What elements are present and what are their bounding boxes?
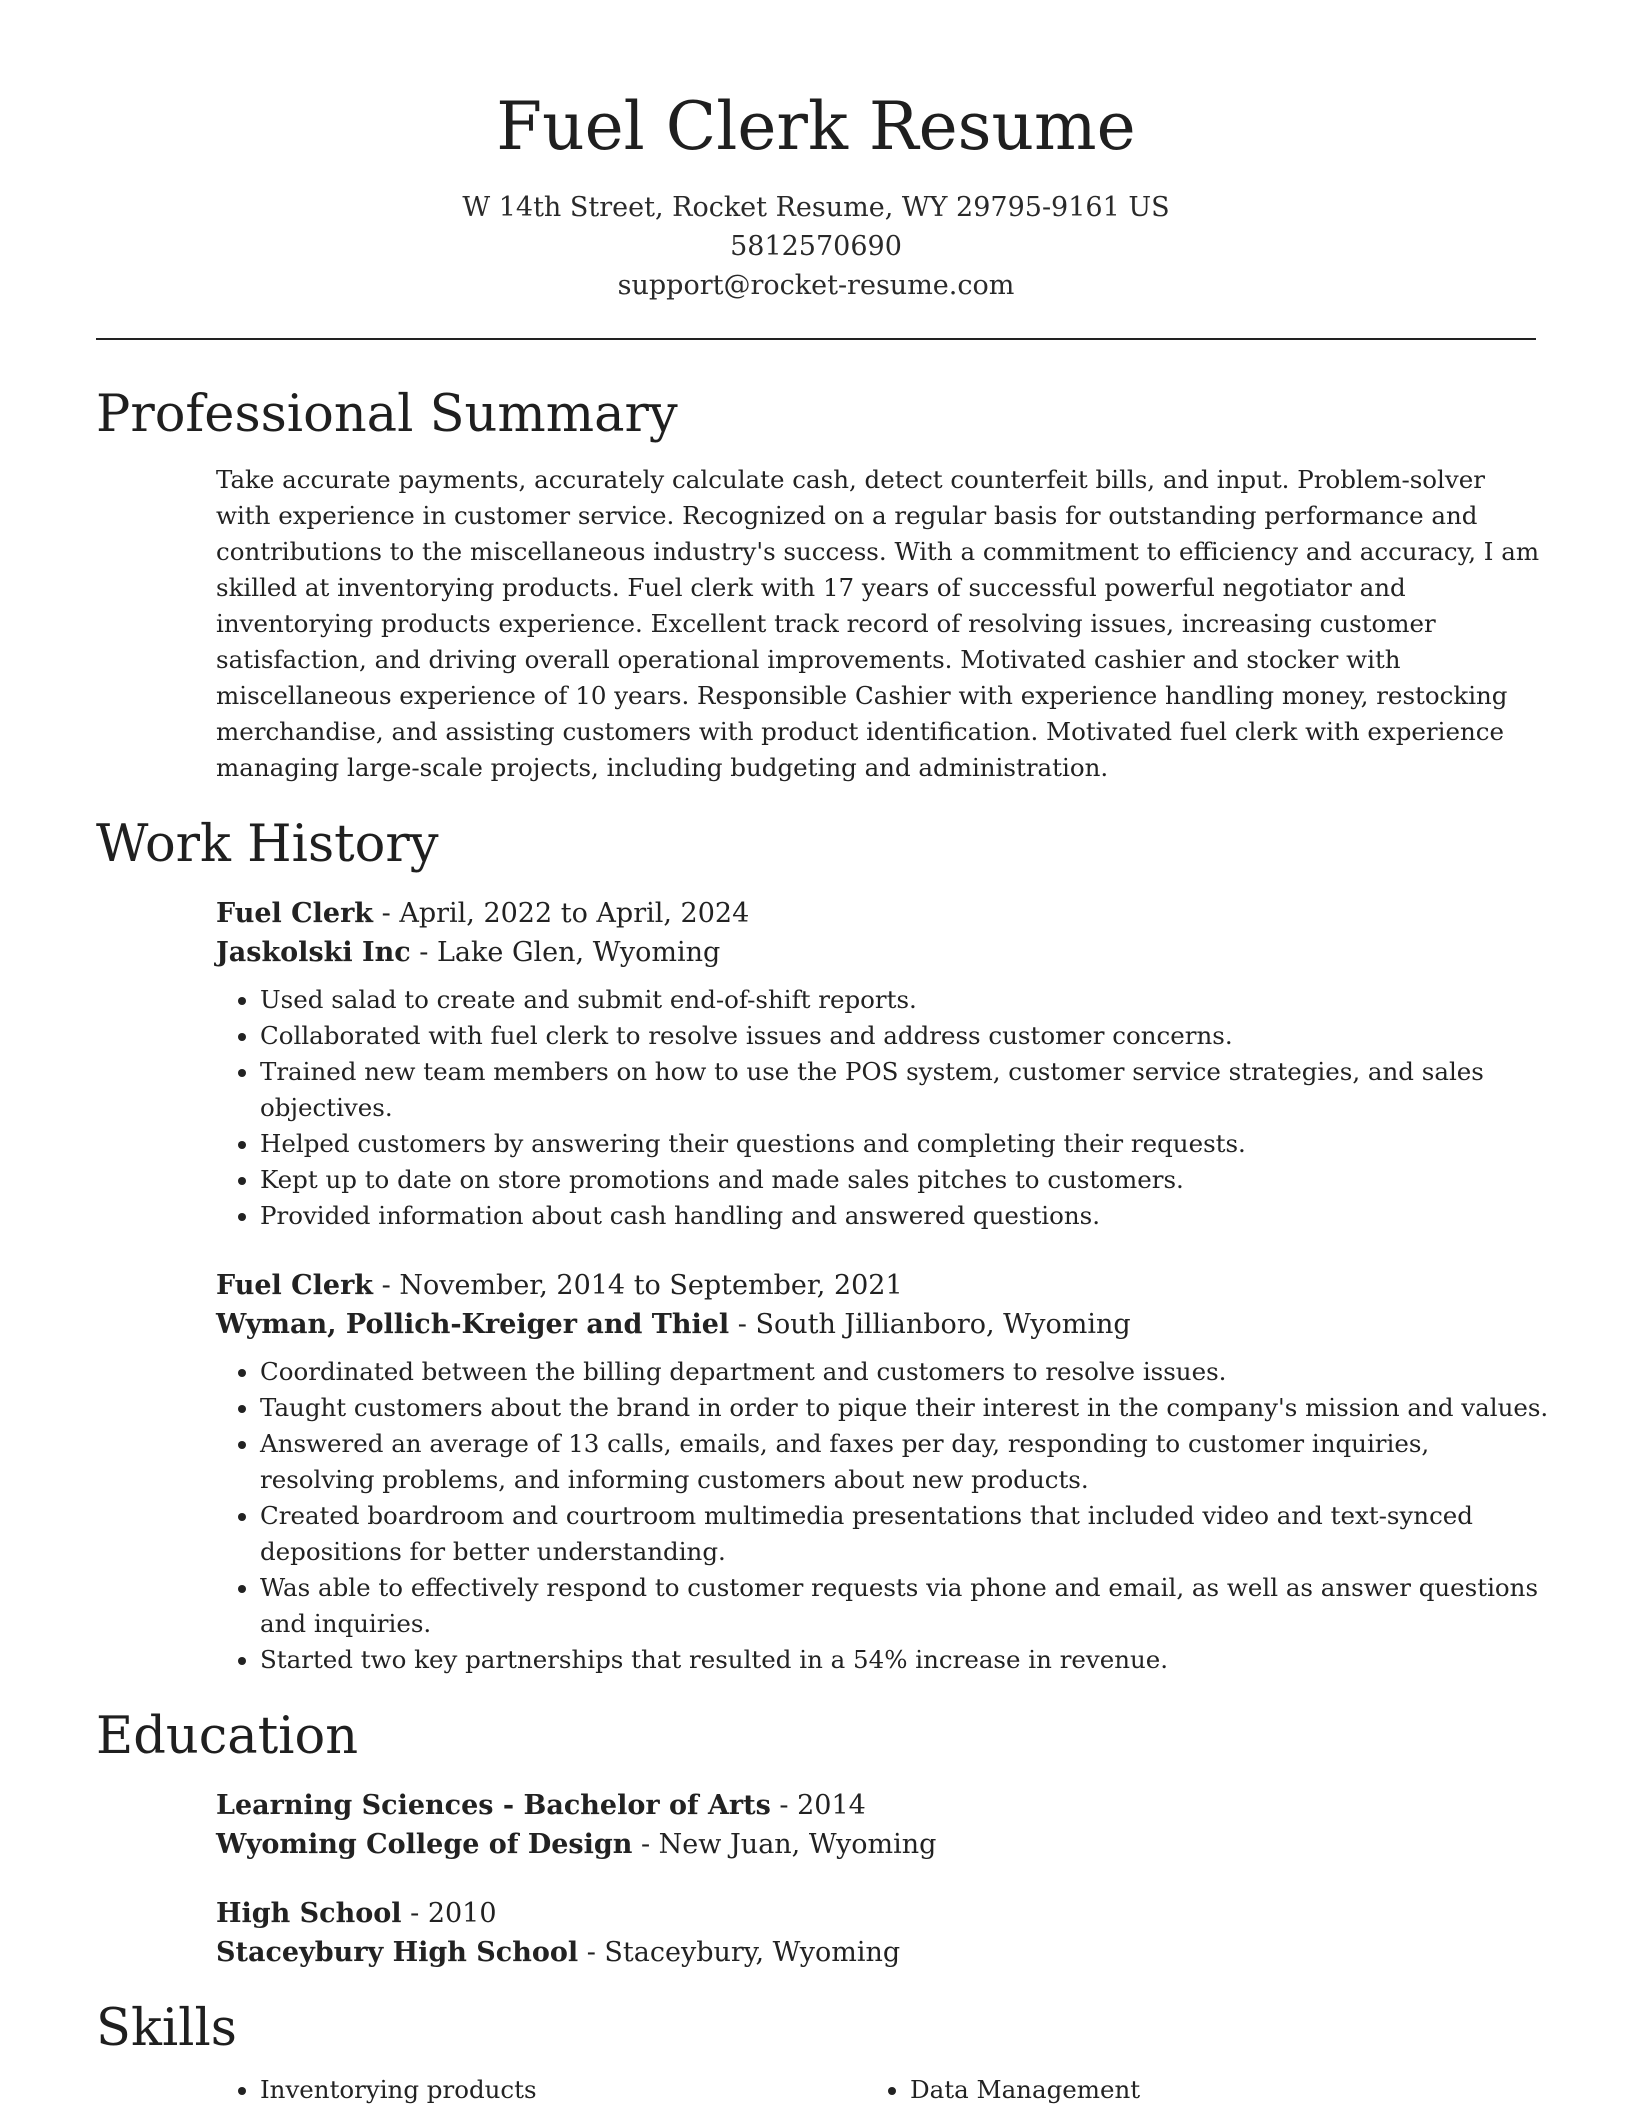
job-location: - Lake Glen, Wyoming [410,937,721,968]
education-school: Wyoming College of Design [216,1829,633,1860]
header-divider [96,338,1536,340]
job-bullets [216,982,1550,1234]
job-bullet: • Coordinated between the billing department and customers to resolve issues. [260,1354,1550,1390]
resume-header [96,0,1536,305]
job-company: Wyman, Pollich-Kreiger and Thiel [216,1309,730,1340]
address-text: W 14th Street, Rocket Resume, WY 29795-9161 US [462,192,1170,223]
education-year: - 2014 [770,1790,866,1821]
job-role: Fuel Clerk [216,898,374,929]
education-school-line [216,1825,1536,1864]
job-entry [216,894,1536,1234]
education-entry [216,1894,1536,1972]
skill-item: • Inventorying products [260,2072,866,2108]
education-school-line [216,1933,1536,1972]
job-bullet: • Kept up to date on store promotions and made sales pitches to customers. [260,1162,1550,1198]
job-bullet: • Helped customers by answering their questions and completing their requests. [260,1126,1550,1162]
skills-heading: Skills [96,1999,237,2058]
education-degree: High School [216,1898,402,1929]
education-year: - 2010 [401,1898,497,1929]
resume-page [96,0,1549,2108]
job-company-line [216,933,1536,972]
education-location: - New Juan, Wyoming [632,1829,937,1860]
job-dates: - November, 2014 to September, 2021 [373,1270,903,1301]
job-bullet: • Answered an average of 13 calls, emails, and faxes per day, responding to customer inquiries, resolving problems, and informing customers about new products. [260,1426,1550,1498]
job-bullet: • Trained new team members on how to use the POS system, customer service strategies, and sales objectives. [260,1054,1550,1126]
summary-section [96,380,1540,786]
summary-heading: Professional Summary [96,385,678,444]
job-bullet: • Created boardroom and courtroom multimedia presentations that included video and text-synced depositions for better understanding. [260,1498,1550,1570]
work-history-heading: Work History [96,815,439,874]
job-entry [216,1266,1549,1678]
contact-block [96,188,1536,305]
skills-grid [216,2072,1536,2108]
education-degree-line [216,1786,1536,1825]
job-bullet: • Was able to effectively respond to customer requests via phone and email, as well as answer questions and inquiries. [260,1570,1550,1642]
job-dates: - April, 2022 to April, 2024 [373,898,750,929]
summary-text: Take accurate payments, accurately calculate cash, detect counterfeit bills, and input. Problem-solver with experience in customer service. Recognized on a regular basis for outstanding performance and contributions to the miscellaneous industry's success. With a commitment to efficiency and accuracy, I am skilled at inventorying products. Fuel clerk with 17 years of successful powerful negotiator and inventorying products experience. Excellent track record of resolving issues, increasing customer satisfaction, and driving overall operational improvements. Motivated cashier and stocker with miscellaneous experience of 10 years. Responsible Cashier with experience handling money, restocking merchandise, and assisting customers with product identification. Motivated fuel clerk with experience managing large-scale projects, including budgeting and administration. [216,465,1540,782]
job-company: Jaskolski Inc [216,937,411,968]
work-history-section [96,810,1549,1678]
skills-column-left [216,2072,866,2108]
education-section [96,1702,1536,1972]
job-bullet: • Collaborated with fuel clerk to resolve issues and address customer concerns. [260,1018,1550,1054]
skills-column-right [866,2072,1516,2108]
job-bullet: • Provided information about cash handling and answered questions. [260,1198,1550,1234]
skill-item: • Data Management [910,2072,1516,2108]
job-bullet: • Used salad to create and submit end-of-shift reports. [260,982,1550,1018]
job-bullets [216,1354,1550,1678]
education-heading: Education [96,1707,359,1766]
education-degree: Learning Sciences - Bachelor of Arts [216,1790,771,1821]
email-text: support@rocket-resume.com [617,270,1015,301]
skills-section [96,1994,1536,2108]
resume-title: Fuel Clerk Resume [496,88,1136,165]
job-bullet: • Started two key partnerships that resulted in a 54% increase in revenue. [260,1642,1550,1678]
job-bullet: • Taught customers about the brand in order to pique their interest in the company's mission and values. [260,1390,1550,1426]
job-location: - South Jillianboro, Wyoming [729,1309,1131,1340]
education-degree-line [216,1894,1536,1933]
job-title-line [216,1266,1536,1305]
job-title-line [216,894,1536,933]
job-company-line [216,1305,1536,1344]
education-school: Staceybury High School [216,1937,579,1968]
education-location: - Staceybury, Wyoming [578,1937,901,1968]
phone-text: 5812570690 [730,231,902,262]
job-role: Fuel Clerk [216,1270,374,1301]
education-entry [216,1786,1536,1864]
